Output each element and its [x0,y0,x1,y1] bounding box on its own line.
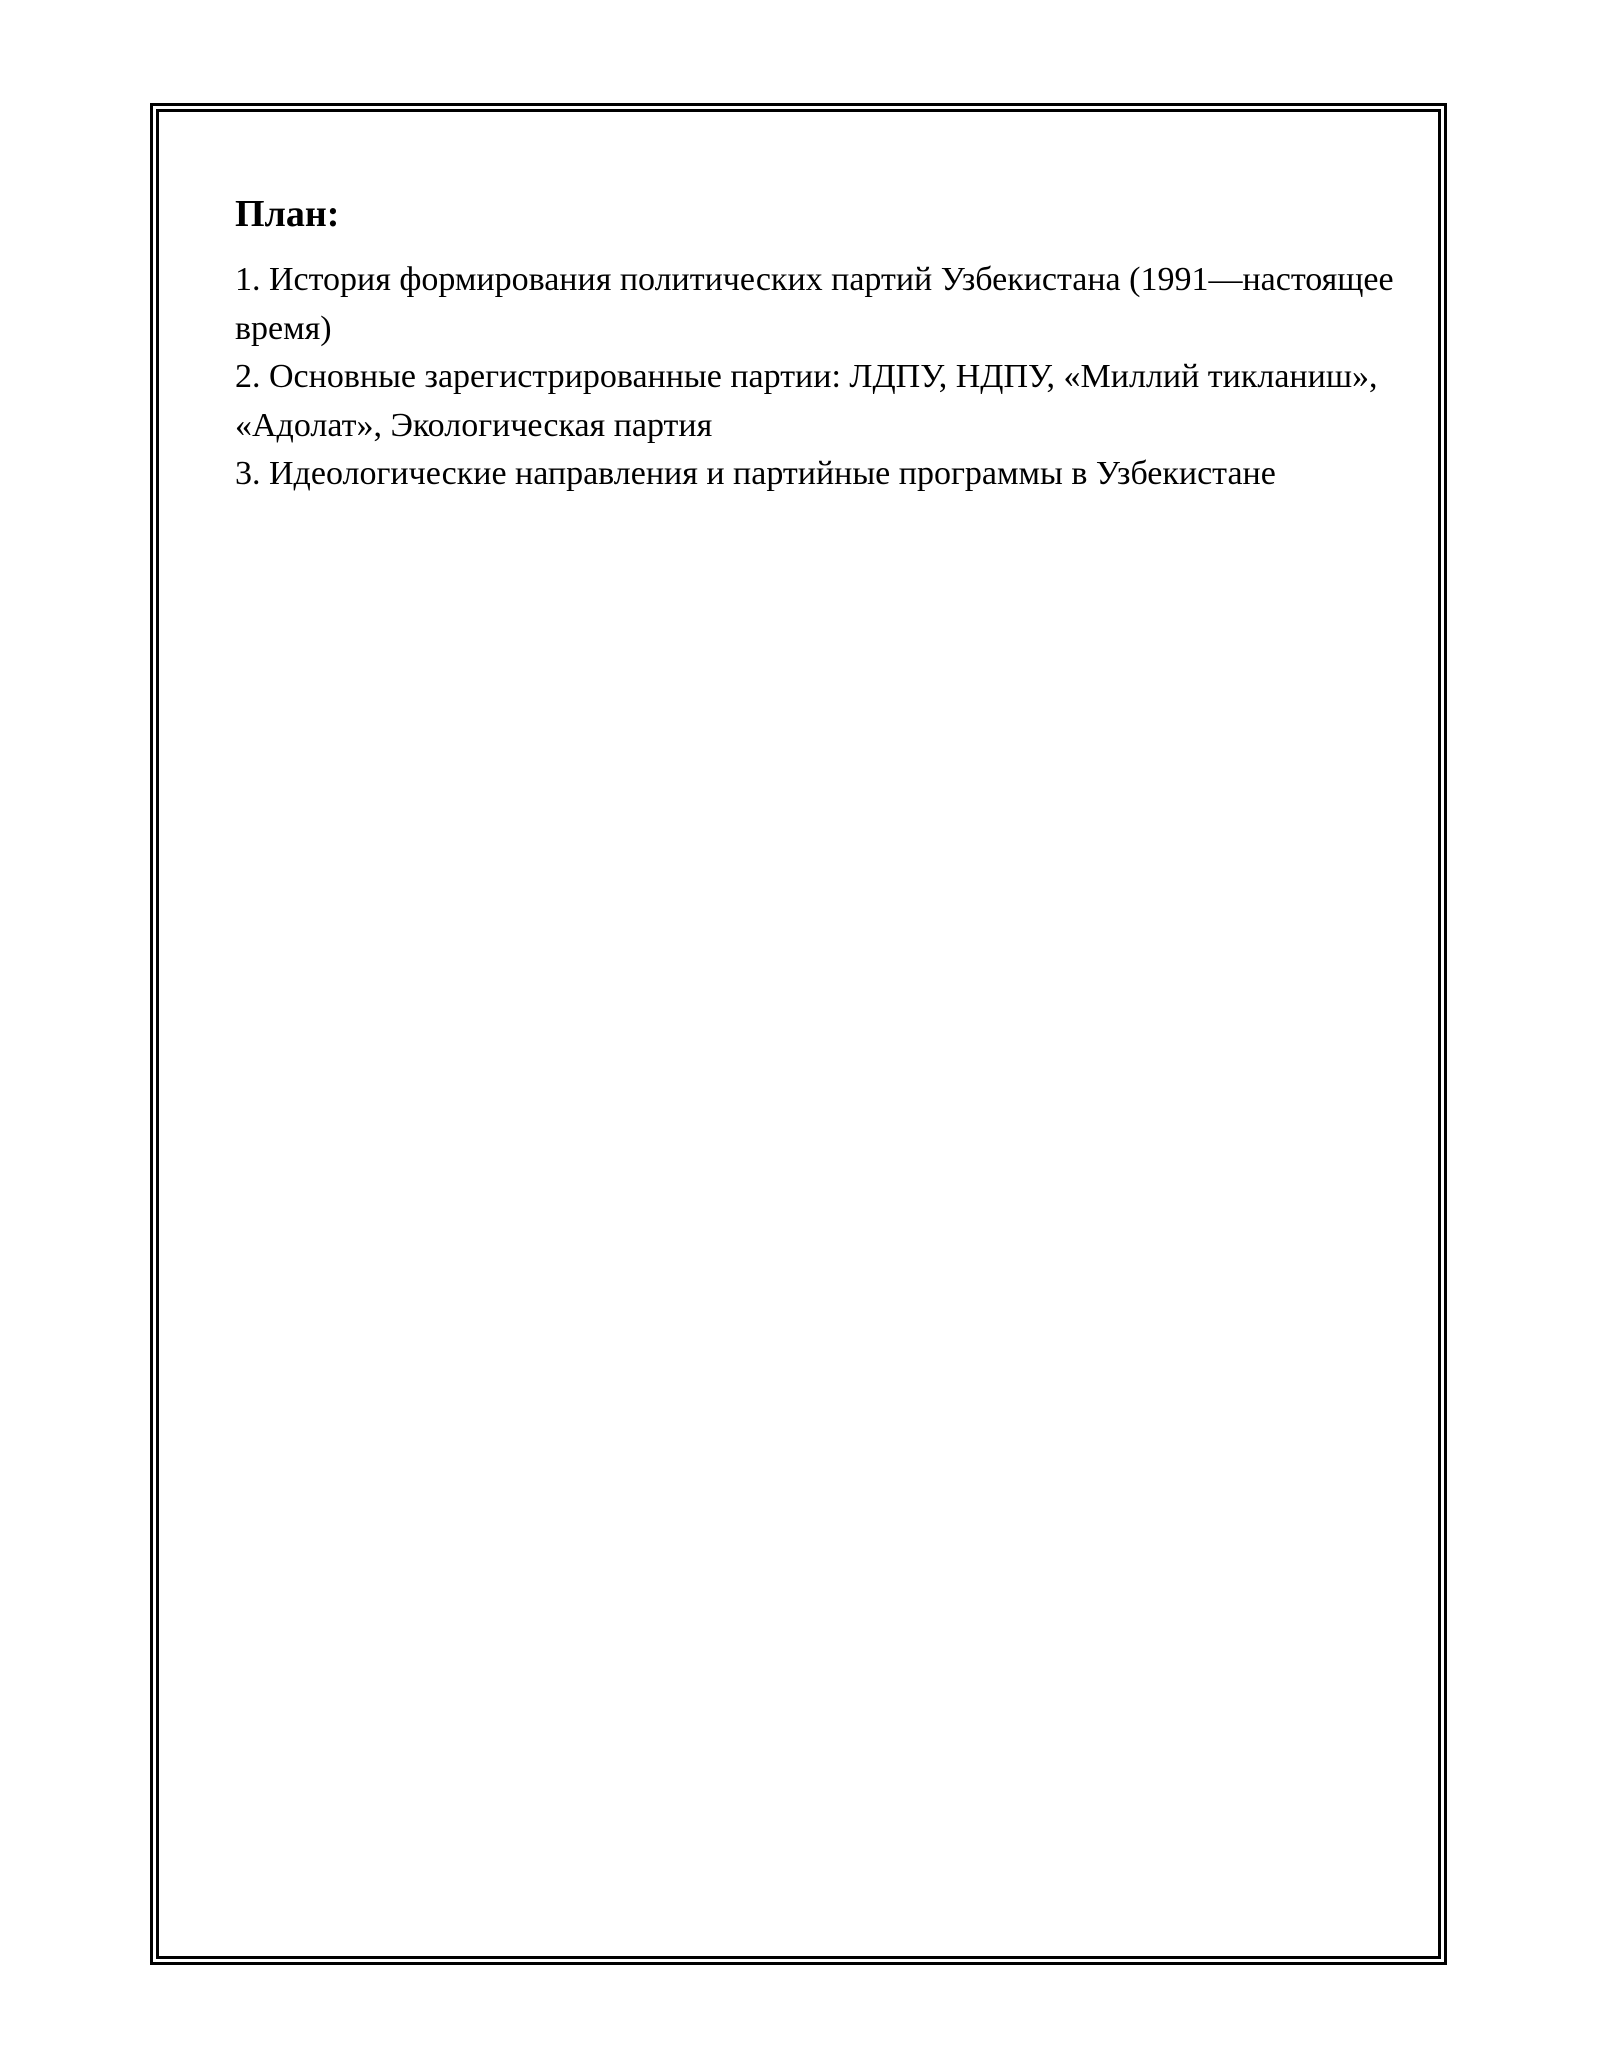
plan-section [235,182,1415,499]
plan-item-3: 3. Идеологические направления и партийные программы в Узбекистане [235,455,1276,492]
plan-item-1: 1. История формирования политических партий Узбекистана (1991—настоящее время) [235,261,1394,347]
plan-heading: План: [235,193,340,235]
plan-list [235,256,1415,499]
plan-item-2: 2. Основные зарегистрированные партии: ЛДПУ, НДПУ, «Миллий тикланиш», «Адолат», Экологическая партия [235,358,1378,444]
